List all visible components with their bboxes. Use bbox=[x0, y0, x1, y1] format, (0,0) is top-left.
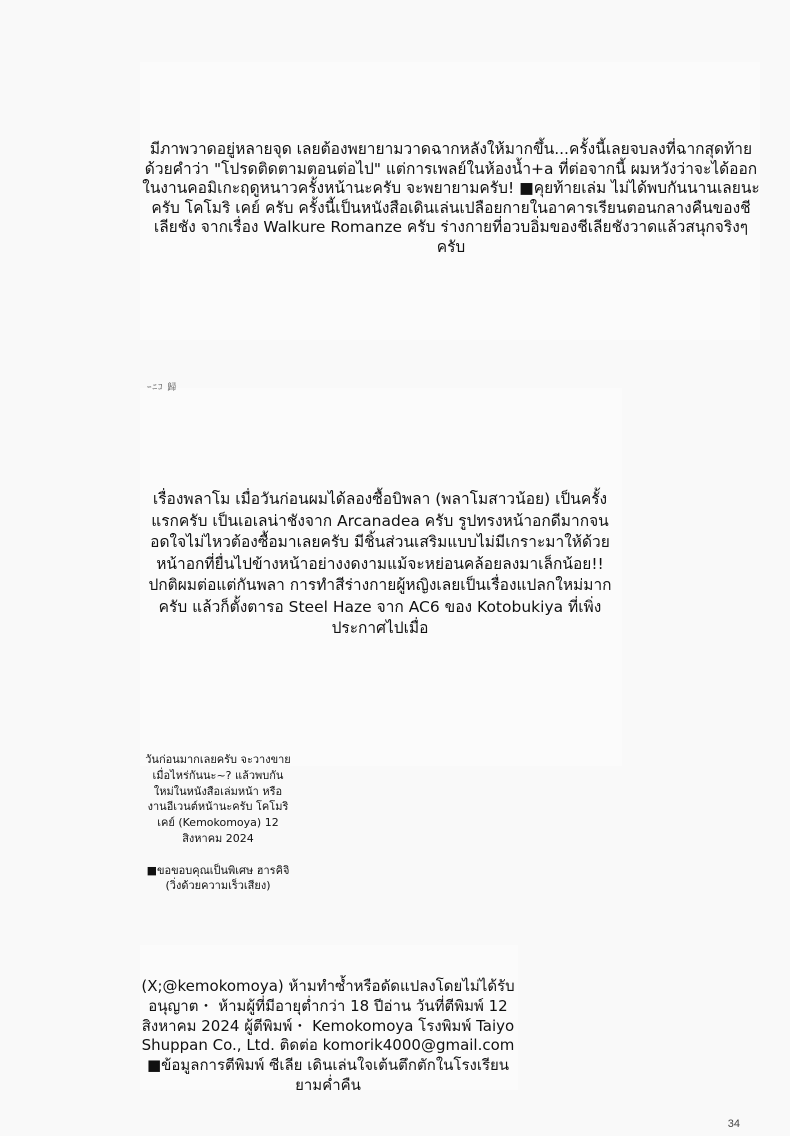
afterword-paragraph-1: มีภาพวาดอยู่หลายจุด เลยต้องพยายามวาดฉากหลังให้มากขึ้น...ครั้งนี้เลยจบลงที่ฉากสุดท้ายด้วยคำว่า "โปรดติดตามตอนต่อไป" แต่การเพลย์ในห้องน้ำ+a ที่ต่อจากนี้ ผมหวังว่าจะได้ออกในงานคอมิเกะฤดูหนาวครั้งหน้านะครับ จะพยายามครับ! ■คุยท้ายเล่ม ไม่ได้พบกันนานเลยนะครับ โคโมริ เคย์ ครับ ครั้งนี้เป็นหนังสือเดินเล่นเปลือยกายในอาคารเรียนตอนกลางคืนของชีเลียชัง จากเรื่อง Walkure Romanze ครับ ร่างกายที่อวบอิ่มของชีเลียชังวาดแล้วสนุกจริงๆ ครับ bbox=[142, 140, 760, 256]
publication-info: (X;@kemokomoya) ห้ามทำซ้ำหรือดัดแปลงโดยไม่ได้รับอนุญาต・ ห้ามผู้ที่มีอายุต่ำกว่า 18 ปีอ่าน วันที่ตีพิมพ์ 12 สิงหาคม 2024 ผู้ตีพิมพ์・ Kemokomoya โรงพิมพ์ Taiyo Shuppan Co., Ltd. ติดต่อ komorik4000@gmail.com ■ข้อมูลการตีพิมพ์ ซีเลีย เดินเล่นใจเต้นตึกตักในโรงเรียนยามค่ำคืน bbox=[141, 977, 515, 1094]
afterword-paragraph-2: เรื่องพลาโม เมื่อวันก่อนผมได้ลองซื้อบิพลา (พลาโมสาวน้อย) เป็นครั้งแรกครับ เป็นเอเลน่าชังจาก Arcanadea ครับ รูปทรงหน้าอกดีมากจนอดใจไม่ไหวต้องซื้อมาเลยครับ มีชิ้นส่วนเสริมแบบไม่มีเกราะมาให้ด้วย หน้าอกที่ยื่นไปข้างหน้าอย่างงดงามแม้จะหย่อนคล้อยลงมาเล็กน้อย!! ปกติผมต่อแต่กันพลา การทำสีร่างกายผู้หญิงเลยเป็นเรื่องแปลกใหม่มากครับ แล้วก็ตั้งตารอ Steel Haze จาก AC6 ของ Kotobukiya ที่เพิ่งประกาศไปเมื่อ bbox=[148, 490, 612, 637]
afterword-paragraph-3: วันก่อนมากเลยครับ จะวางขายเมื่อไหร่กันนะ~? แล้วพบกันใหม่ในหนังสือเล่มหน้า หรืองานอีเวนต์หน้านะครับ โคโมริ เคย์ (Kemokomoya) 12 สิงหาคม 2024 ■ขอขอบคุณเป็นพิเศษ ฮารคิจิ (วิ่งด้วยความเร็วเสียง) bbox=[145, 753, 291, 893]
cropped-text-fragment: ｰﾆｺ 歸 bbox=[147, 383, 178, 393]
page-number: 34 bbox=[727, 1118, 740, 1130]
